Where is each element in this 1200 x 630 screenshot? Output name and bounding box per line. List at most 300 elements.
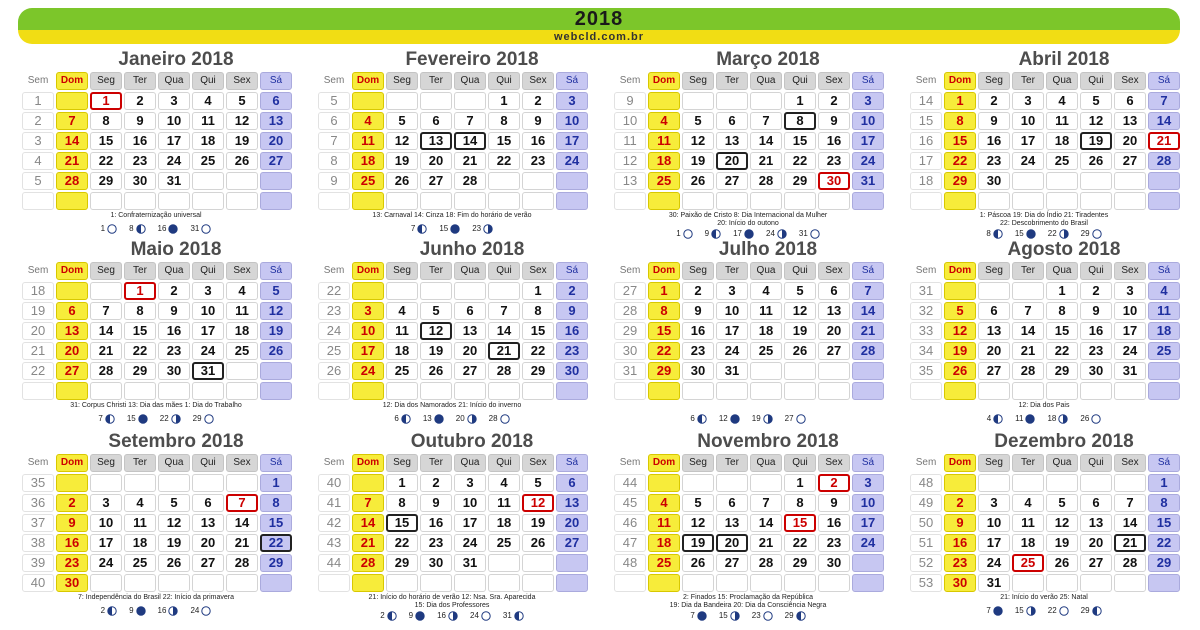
week-number: 10 [614, 112, 646, 130]
day-cell: 1 [124, 282, 156, 300]
month-calendar [22, 430, 290, 620]
empty-day-cell [1148, 574, 1180, 592]
empty-day-cell [192, 382, 224, 400]
day-cell: 24 [454, 534, 486, 552]
weekday-header: Qui [192, 262, 224, 280]
moon-day: 20 [455, 414, 465, 424]
day-cell: 26 [420, 362, 452, 380]
day-cell: 7 [750, 112, 782, 130]
day-cell: 11 [648, 132, 680, 150]
moon-day: 11 [1015, 414, 1024, 424]
day-cell: 23 [682, 342, 714, 360]
day-cell: 5 [784, 282, 816, 300]
day-cell: 29 [260, 554, 292, 572]
weekday-header: Seg [978, 454, 1010, 472]
week-number [614, 382, 646, 400]
weekday-header: Ter [420, 262, 452, 280]
last-moon-icon [136, 224, 146, 233]
day-cell: 21 [1114, 534, 1146, 552]
full-moon-icon [1092, 229, 1102, 238]
week-number: 39 [22, 554, 54, 572]
week-number: 32 [910, 302, 942, 320]
weekday-header: Qua [750, 72, 782, 90]
day-cell: 19 [682, 152, 714, 170]
empty-day-cell [1114, 172, 1146, 190]
day-cell: 15 [784, 514, 816, 532]
month-title: Outubro 2018 [410, 431, 534, 452]
day-cell: 21 [352, 534, 384, 552]
day-cell: 30 [56, 574, 88, 592]
day-cell: 11 [648, 514, 680, 532]
weekday-header: Sem [614, 72, 646, 90]
week-number: 15 [910, 112, 942, 130]
week-number: 19 [22, 302, 54, 320]
day-cell: 16 [944, 534, 976, 552]
day-cell: 29 [124, 362, 156, 380]
holiday-notes: 21: Início do verão 25: Natal [1000, 594, 1088, 601]
weekday-header: Sex [1114, 262, 1146, 280]
day-cell: 3 [978, 494, 1010, 512]
day-cell: 4 [124, 494, 156, 512]
day-cell: 21 [56, 152, 88, 170]
day-cell: 26 [944, 362, 976, 380]
empty-day-cell [226, 474, 258, 492]
week-number: 1 [22, 92, 54, 110]
empty-day-cell [522, 172, 554, 190]
weekday-header: Ter [124, 454, 156, 472]
weekday-header: Sá [1148, 454, 1180, 472]
weekday-header: Dom [56, 454, 88, 472]
week-number: 25 [318, 342, 350, 360]
day-cell: 1 [1046, 282, 1078, 300]
empty-day-cell [1148, 172, 1180, 190]
last-moon-icon [401, 414, 411, 423]
day-cell: 17 [1012, 132, 1044, 150]
month-title: Novembro 2018 [697, 431, 839, 452]
day-cell: 31 [716, 362, 748, 380]
empty-day-cell [1114, 574, 1146, 592]
week-number: 49 [910, 494, 942, 512]
months-grid [0, 48, 1200, 630]
empty-day-cell [454, 574, 486, 592]
month-title: Abril 2018 [1018, 49, 1110, 70]
day-cell: 1 [784, 474, 816, 492]
day-cell: 30 [978, 172, 1010, 190]
day-cell: 14 [56, 132, 88, 150]
day-cell: 3 [852, 474, 884, 492]
empty-day-cell [158, 192, 190, 210]
week-number: 47 [614, 534, 646, 552]
empty-day-cell [978, 282, 1010, 300]
weekday-header: Ter [716, 454, 748, 472]
moon-phase-item [986, 606, 1002, 616]
week-number: 28 [614, 302, 646, 320]
moon-day: 23 [751, 611, 761, 621]
month-title: Setembro 2018 [108, 431, 244, 452]
day-cell: 31 [978, 574, 1010, 592]
day-cell: 24 [716, 342, 748, 360]
moon-phase-item [158, 224, 179, 234]
weekday-header: Sá [852, 454, 884, 472]
week-number: 53 [910, 574, 942, 592]
day-cell: 9 [158, 302, 190, 320]
weekday-header: Ter [420, 454, 452, 472]
weekday-header: Sex [818, 454, 850, 472]
day-cell: 13 [978, 322, 1010, 340]
day-cell: 19 [522, 514, 554, 532]
day-cell: 25 [124, 554, 156, 572]
day-cell: 10 [90, 514, 122, 532]
weekday-header: Qui [1080, 262, 1112, 280]
empty-day-cell [158, 474, 190, 492]
day-cell: 24 [90, 554, 122, 572]
weekday-header: Sá [852, 262, 884, 280]
day-cell: 4 [648, 112, 680, 130]
day-cell: 5 [158, 494, 190, 512]
day-cell: 12 [386, 132, 418, 150]
day-cell: 24 [1012, 152, 1044, 170]
day-cell: 8 [944, 112, 976, 130]
day-cell: 11 [192, 112, 224, 130]
week-number [614, 574, 646, 592]
weekday-header: Dom [352, 262, 384, 280]
empty-day-cell [944, 382, 976, 400]
day-cell: 10 [1012, 112, 1044, 130]
day-cell: 21 [852, 322, 884, 340]
day-cell: 5 [682, 112, 714, 130]
day-cell: 5 [522, 474, 554, 492]
moon-day: 29 [784, 611, 794, 621]
day-cell: 24 [556, 152, 588, 170]
last-moon-icon [993, 414, 1003, 423]
day-cell: 7 [90, 302, 122, 320]
day-cell: 23 [420, 534, 452, 552]
empty-day-cell [90, 192, 122, 210]
weekday-header: Sá [260, 262, 292, 280]
day-cell: 20 [192, 534, 224, 552]
new-moon-icon [1025, 414, 1035, 423]
day-cell: 5 [682, 494, 714, 512]
day-cell: 18 [352, 152, 384, 170]
day-cell: 21 [488, 342, 520, 360]
day-cell: 10 [454, 494, 486, 512]
month-calendar [910, 48, 1178, 238]
day-cell: 2 [556, 282, 588, 300]
empty-day-cell [1114, 474, 1146, 492]
day-cell: 14 [1012, 322, 1044, 340]
day-cell: 11 [226, 302, 258, 320]
empty-day-cell [56, 192, 88, 210]
day-cell: 26 [260, 342, 292, 360]
day-cell: 15 [648, 322, 680, 340]
moon-phases [24, 606, 288, 616]
week-number: 33 [910, 322, 942, 340]
day-cell: 13 [716, 132, 748, 150]
empty-day-cell [352, 92, 384, 110]
week-number: 9 [614, 92, 646, 110]
weekday-header: Sem [614, 262, 646, 280]
moon-phase-item [752, 414, 773, 424]
new-moon-icon [1026, 229, 1036, 238]
weekday-header: Qua [750, 454, 782, 472]
day-cell: 15 [488, 132, 520, 150]
day-cell: 17 [454, 514, 486, 532]
day-cell: 24 [852, 152, 884, 170]
empty-day-cell [260, 362, 292, 380]
day-cell: 2 [158, 282, 190, 300]
day-cell: 25 [488, 534, 520, 552]
new-moon-icon [136, 606, 146, 615]
weekday-header: Dom [648, 262, 680, 280]
weekday-header: Ter [124, 262, 156, 280]
moon-day: 22 [159, 414, 169, 424]
week-number: 34 [910, 342, 942, 360]
day-cell: 28 [1148, 152, 1180, 170]
empty-day-cell [1012, 474, 1044, 492]
day-cell: 22 [90, 152, 122, 170]
day-cell: 18 [226, 322, 258, 340]
day-cell: 12 [522, 494, 554, 512]
day-cell: 4 [1148, 282, 1180, 300]
full-moon-icon [763, 611, 773, 620]
week-number: 30 [614, 342, 646, 360]
moon-day: 15 [1014, 606, 1024, 616]
empty-day-cell [226, 172, 258, 190]
week-number [614, 192, 646, 210]
day-cell: 13 [260, 112, 292, 130]
empty-day-cell [158, 382, 190, 400]
moon-phase-item [1015, 606, 1036, 616]
day-cell: 22 [944, 152, 976, 170]
week-number: 5 [22, 172, 54, 190]
moon-phase-item [129, 606, 145, 616]
day-cell: 6 [716, 112, 748, 130]
day-cell: 9 [56, 514, 88, 532]
day-cell: 17 [852, 514, 884, 532]
weekday-header: Dom [944, 454, 976, 472]
last-moon-icon [796, 611, 806, 620]
day-cell: 6 [192, 494, 224, 512]
moon-day: 19 [751, 414, 761, 424]
first-moon-icon [763, 414, 773, 423]
day-cell: 7 [226, 494, 258, 512]
day-cell: 17 [852, 132, 884, 150]
empty-day-cell [818, 192, 850, 210]
empty-day-cell [784, 192, 816, 210]
new-moon-icon [138, 414, 148, 423]
month-title: Junho 2018 [419, 239, 525, 260]
day-cell: 10 [1114, 302, 1146, 320]
new-moon-icon [730, 414, 740, 423]
empty-day-cell [852, 382, 884, 400]
empty-day-cell [488, 192, 520, 210]
month-title: Fevereiro 2018 [405, 49, 539, 70]
empty-day-cell [1080, 474, 1112, 492]
moon-day: 12 [718, 414, 728, 424]
day-cell: 10 [556, 112, 588, 130]
empty-day-cell [1012, 172, 1044, 190]
day-cell: 28 [56, 172, 88, 190]
day-cell: 8 [90, 112, 122, 130]
empty-day-cell [226, 192, 258, 210]
empty-day-cell [682, 192, 714, 210]
weekday-header: Seg [386, 262, 418, 280]
day-cell: 2 [1080, 282, 1112, 300]
moon-phase-item [160, 414, 181, 424]
day-cell: 20 [716, 152, 748, 170]
moon-phases [24, 414, 288, 424]
empty-day-cell [750, 574, 782, 592]
holiday-notes: 1: Confraternização universal [110, 212, 202, 219]
empty-day-cell [352, 574, 384, 592]
empty-day-cell [556, 382, 588, 400]
week-number [22, 192, 54, 210]
day-cell: 11 [750, 302, 782, 320]
day-cell: 25 [648, 172, 680, 190]
day-cell: 28 [90, 362, 122, 380]
empty-day-cell [716, 92, 748, 110]
empty-day-cell [226, 362, 258, 380]
weekday-header: Seg [978, 72, 1010, 90]
empty-day-cell [944, 282, 976, 300]
weekday-header: Dom [648, 72, 680, 90]
weekday-header: Qui [488, 454, 520, 472]
first-moon-icon [1026, 606, 1036, 615]
day-cell: 19 [386, 152, 418, 170]
week-number [910, 382, 942, 400]
moon-phase-item [409, 611, 425, 621]
day-cell: 29 [1046, 362, 1078, 380]
empty-day-cell [1114, 382, 1146, 400]
holiday-notes: 2: Finados 15: Proclamação da República [683, 594, 813, 601]
full-moon-icon [1059, 606, 1069, 615]
week-number: 20 [22, 322, 54, 340]
day-cell: 17 [90, 534, 122, 552]
month-title: Julho 2018 [718, 239, 818, 260]
empty-day-cell [944, 192, 976, 210]
empty-day-cell [978, 192, 1010, 210]
day-cell: 25 [648, 554, 680, 572]
empty-day-cell [90, 282, 122, 300]
empty-day-cell [1012, 192, 1044, 210]
empty-day-cell [488, 574, 520, 592]
moon-phase-item [719, 611, 740, 621]
month-title: Março 2018 [716, 49, 820, 70]
day-cell: 1 [1148, 474, 1180, 492]
weekday-header: Qui [784, 72, 816, 90]
day-cell: 6 [978, 302, 1010, 320]
moon-day: 2 [100, 606, 106, 616]
day-cell: 13 [192, 514, 224, 532]
empty-day-cell [784, 574, 816, 592]
last-moon-icon [993, 229, 1003, 238]
holiday-notes: 31: Corpus Christi 13: Dia das mães 1: Dia do Trabalho [70, 402, 242, 409]
weekday-header: Qua [454, 454, 486, 472]
day-cell: 14 [1148, 112, 1180, 130]
day-cell: 1 [944, 92, 976, 110]
weekday-header: Qui [1080, 454, 1112, 472]
day-cell: 18 [124, 534, 156, 552]
empty-day-cell [716, 382, 748, 400]
empty-day-cell [454, 92, 486, 110]
day-cell: 22 [1148, 534, 1180, 552]
day-cell: 9 [944, 514, 976, 532]
empty-day-cell [1046, 382, 1078, 400]
day-cell: 30 [944, 574, 976, 592]
moon-day: 16 [437, 611, 446, 621]
day-cell: 24 [352, 362, 384, 380]
empty-day-cell [1114, 192, 1146, 210]
weekday-header: Sá [1148, 262, 1180, 280]
last-moon-icon [697, 414, 707, 423]
weekday-header: Qua [1046, 454, 1078, 472]
day-cell: 16 [158, 322, 190, 340]
day-cell: 19 [1080, 132, 1112, 150]
week-number: 24 [318, 322, 350, 340]
day-cell: 20 [818, 322, 850, 340]
empty-day-cell [420, 382, 452, 400]
week-number: 11 [614, 132, 646, 150]
day-cell: 16 [124, 132, 156, 150]
weekday-header: Qui [488, 262, 520, 280]
day-cell: 9 [1080, 302, 1112, 320]
day-cell: 27 [1080, 554, 1112, 572]
day-cell: 23 [944, 554, 976, 572]
day-cell: 6 [818, 282, 850, 300]
month-title: Agosto 2018 [1007, 239, 1121, 260]
first-moon-icon [171, 414, 181, 423]
weekday-header: Sem [614, 454, 646, 472]
moon-phase-item [193, 414, 214, 424]
empty-day-cell [1080, 574, 1112, 592]
day-cell: 25 [352, 172, 384, 190]
weekday-header: Dom [352, 72, 384, 90]
day-cell: 25 [1012, 554, 1044, 572]
day-cell: 3 [1114, 282, 1146, 300]
day-cell: 15 [522, 322, 554, 340]
day-cell: 4 [386, 302, 418, 320]
day-cell: 21 [90, 342, 122, 360]
full-moon-icon [107, 224, 117, 233]
day-cell: 3 [352, 302, 384, 320]
day-cell: 1 [386, 474, 418, 492]
day-cell: 6 [556, 474, 588, 492]
day-cell: 2 [522, 92, 554, 110]
day-cell: 6 [260, 92, 292, 110]
day-cell: 14 [750, 132, 782, 150]
day-cell: 9 [818, 494, 850, 512]
day-cell: 27 [818, 342, 850, 360]
day-cell: 20 [716, 534, 748, 552]
day-cell: 6 [1080, 494, 1112, 512]
moon-phase-item [1080, 414, 1101, 424]
day-cell: 31 [1114, 362, 1146, 380]
moon-phase-item [472, 224, 493, 234]
moon-phase-item [190, 224, 211, 234]
day-cell: 5 [226, 92, 258, 110]
day-cell: 28 [488, 362, 520, 380]
week-number: 3 [22, 132, 54, 150]
weekday-header: Sex [226, 262, 258, 280]
empty-day-cell [682, 92, 714, 110]
day-cell: 23 [158, 342, 190, 360]
empty-day-cell [488, 282, 520, 300]
empty-day-cell [1148, 382, 1180, 400]
day-cell: 3 [158, 92, 190, 110]
day-cell: 16 [1080, 322, 1112, 340]
empty-day-cell [682, 474, 714, 492]
empty-day-cell [454, 382, 486, 400]
